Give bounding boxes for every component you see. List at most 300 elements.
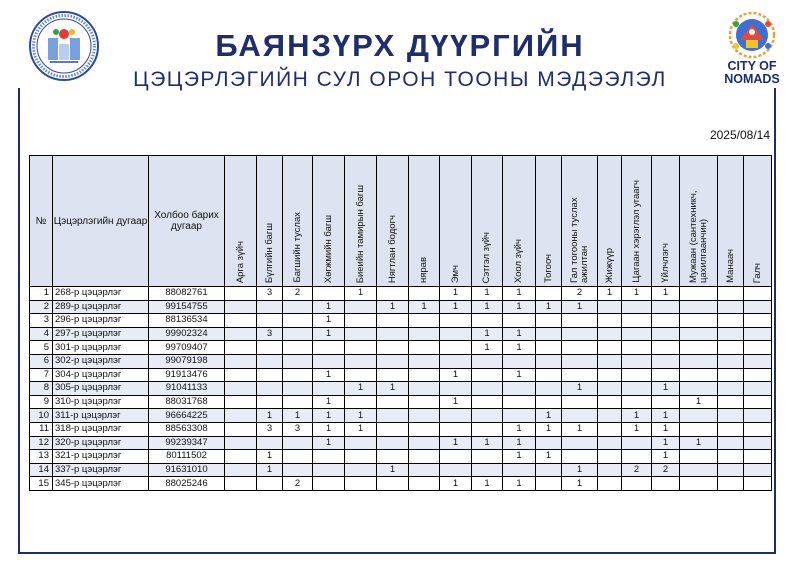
vacancy-count xyxy=(377,287,409,301)
vacancy-count: 1 xyxy=(536,300,562,314)
vacancy-count: 3 xyxy=(257,327,283,341)
vacancy-count xyxy=(283,327,313,341)
vacancy-count xyxy=(718,422,744,436)
vacancy-count: 1 xyxy=(503,477,536,491)
column-header-label: Арга зүйч xyxy=(234,240,246,283)
column-header-label: Нягтлан бодогч xyxy=(386,214,398,283)
vacancy-count xyxy=(680,422,718,436)
vacancy-count xyxy=(718,300,744,314)
vacancy-count xyxy=(744,314,772,328)
column-header-label: Үйлчлэгч xyxy=(659,243,671,283)
table-header-row xyxy=(30,156,772,287)
vacancy-count xyxy=(622,395,652,409)
column-header-label: Хөгжмийн багш xyxy=(322,214,334,283)
vacancy-count xyxy=(503,395,536,409)
column-header-label: Багшийн туслах xyxy=(291,212,303,283)
contact-phone: 99154755 xyxy=(149,300,225,314)
vacancy-count: 2 xyxy=(562,287,598,301)
vacancy-count xyxy=(313,382,345,396)
contact-phone: 91631010 xyxy=(149,463,225,477)
vacancy-count: 1 xyxy=(503,287,536,301)
vacancy-count xyxy=(313,463,345,477)
vacancy-count xyxy=(409,450,440,464)
report-date: 2025/08/14 xyxy=(709,128,770,142)
vacancy-count xyxy=(536,395,562,409)
vacancy-count xyxy=(257,477,283,491)
vacancy-count xyxy=(409,341,440,355)
vacancy-count xyxy=(225,477,257,491)
row-number: 6 xyxy=(30,354,53,368)
column-header xyxy=(598,156,622,287)
vacancy-count xyxy=(598,477,622,491)
row-number: 5 xyxy=(30,341,53,355)
contact-phone: 96664225 xyxy=(149,409,225,423)
vacancy-count xyxy=(536,382,562,396)
vacancy-count: 1 xyxy=(257,409,283,423)
vacancy-count xyxy=(622,382,652,396)
vacancy-count xyxy=(503,314,536,328)
vacancy-count: 2 xyxy=(652,463,680,477)
vacancy-count xyxy=(472,368,503,382)
vacancy-count xyxy=(598,300,622,314)
table-row xyxy=(30,422,772,436)
vacancy-count: 1 xyxy=(652,450,680,464)
column-header xyxy=(409,156,440,287)
table-row xyxy=(30,341,772,355)
vacancy-count xyxy=(283,354,313,368)
vacancy-count xyxy=(562,409,598,423)
column-header xyxy=(536,156,562,287)
vacancy-count xyxy=(440,314,472,328)
vacancy-count xyxy=(622,477,652,491)
kindergarten-name: 289-р цэцэрлэг xyxy=(53,300,149,314)
vacancy-count xyxy=(598,327,622,341)
vacancy-count xyxy=(718,341,744,355)
vacancy-count xyxy=(409,463,440,477)
vacancy-count: 1 xyxy=(440,300,472,314)
row-number: 4 xyxy=(30,327,53,341)
vacancy-count xyxy=(377,341,409,355)
vacancy-count xyxy=(680,327,718,341)
vacancy-count xyxy=(283,341,313,355)
vacancy-count: 1 xyxy=(283,409,313,423)
column-header-label: Мужаан (сантехникч, цахилгаанчин) xyxy=(687,190,709,283)
column-header xyxy=(313,156,345,287)
table-row xyxy=(30,287,772,301)
vacancy-count xyxy=(744,368,772,382)
vacancy-count: 1 xyxy=(377,463,409,477)
vacancy-count xyxy=(622,436,652,450)
column-header xyxy=(257,156,283,287)
table-row xyxy=(30,436,772,450)
contact-phone: 91041133 xyxy=(149,382,225,396)
vacancy-count xyxy=(536,314,562,328)
vacancy-count xyxy=(225,463,257,477)
vacancy-count xyxy=(598,354,622,368)
vacancy-count xyxy=(744,436,772,450)
table-row xyxy=(30,395,772,409)
row-number: 10 xyxy=(30,409,53,423)
vacancy-count xyxy=(622,327,652,341)
vacancy-count: 1 xyxy=(345,382,377,396)
column-header-label: № xyxy=(35,215,47,227)
vacancy-count xyxy=(598,341,622,355)
vacancy-count xyxy=(536,463,562,477)
vacancy-count xyxy=(652,354,680,368)
vacancy-count xyxy=(283,463,313,477)
row-number: 7 xyxy=(30,368,53,382)
vacancy-count xyxy=(598,450,622,464)
vacancy-count xyxy=(345,300,377,314)
vacancy-count xyxy=(377,477,409,491)
vacancy-count xyxy=(345,436,377,450)
vacancy-count xyxy=(472,395,503,409)
vacancy-count: 1 xyxy=(313,368,345,382)
vacancy-count xyxy=(744,382,772,396)
vacancy-count xyxy=(718,409,744,423)
table-row xyxy=(30,409,772,423)
vacancy-count: 1 xyxy=(313,422,345,436)
row-number: 8 xyxy=(30,382,53,396)
kindergarten-name: 345-р цэцэрлэг xyxy=(53,477,149,491)
row-number: 1 xyxy=(30,287,53,301)
vacancy-count: 1 xyxy=(440,368,472,382)
vacancy-count: 1 xyxy=(652,436,680,450)
column-header xyxy=(562,156,598,287)
vacancy-count: 1 xyxy=(622,409,652,423)
vacancy-count xyxy=(744,287,772,301)
column-header-label: Эмч xyxy=(449,264,461,283)
vacancy-count xyxy=(503,354,536,368)
table-row xyxy=(30,382,772,396)
vacancy-count xyxy=(536,327,562,341)
table-row xyxy=(30,327,772,341)
vacancy-count xyxy=(622,368,652,382)
vacancy-count xyxy=(409,436,440,450)
vacancy-count xyxy=(622,450,652,464)
vacancy-count xyxy=(409,287,440,301)
column-header-label: Жижүүр xyxy=(603,247,615,283)
vacancy-count: 1 xyxy=(622,287,652,301)
vacancy-count: 1 xyxy=(562,463,598,477)
vacancy-count xyxy=(257,314,283,328)
vacancy-count xyxy=(225,354,257,368)
vacancy-count xyxy=(598,422,622,436)
vacancy-count xyxy=(536,287,562,301)
vacancy-count: 1 xyxy=(313,395,345,409)
vacancy-count: 1 xyxy=(472,287,503,301)
vacancy-count xyxy=(680,382,718,396)
column-header-label: Цагаан хэрэглэл угаагч xyxy=(630,180,642,283)
table-row xyxy=(30,477,772,491)
vacancy-count xyxy=(744,327,772,341)
vacancy-count xyxy=(409,314,440,328)
vacancy-count xyxy=(562,436,598,450)
column-header-label: Хоол зүйч xyxy=(513,238,524,283)
vacancy-count xyxy=(225,422,257,436)
contact-phone: 99709407 xyxy=(149,341,225,355)
vacancy-count xyxy=(562,450,598,464)
vacancy-count xyxy=(652,477,680,491)
column-header xyxy=(377,156,409,287)
vacancy-count: 3 xyxy=(257,287,283,301)
kindergarten-name: 305-р цэцэрлэг xyxy=(53,382,149,396)
vacancy-count xyxy=(257,300,283,314)
vacancy-count xyxy=(622,354,652,368)
kindergarten-name: 268-р цэцэрлэг xyxy=(53,287,149,301)
vacancy-count: 1 xyxy=(503,422,536,436)
table-row xyxy=(30,368,772,382)
vacancy-count: 1 xyxy=(440,436,472,450)
table-row xyxy=(30,450,772,464)
vacancy-count xyxy=(409,409,440,423)
contact-phone: 88082761 xyxy=(149,287,225,301)
column-header xyxy=(744,156,772,287)
vacancy-count xyxy=(718,382,744,396)
contact-phone: 88031768 xyxy=(149,395,225,409)
vacancy-count xyxy=(680,314,718,328)
district-emblem-icon xyxy=(28,10,100,82)
vacancy-count: 1 xyxy=(536,450,562,464)
vacancy-count: 2 xyxy=(283,477,313,491)
column-header-label: Манаач xyxy=(724,249,736,283)
vacancy-count xyxy=(377,436,409,450)
vacancy-count xyxy=(225,450,257,464)
vacancy-count xyxy=(598,382,622,396)
vacancy-count xyxy=(652,395,680,409)
vacancy-count xyxy=(472,382,503,396)
vacancy-count xyxy=(257,382,283,396)
vacancy-count xyxy=(257,436,283,450)
row-number: 11 xyxy=(30,422,53,436)
vacancy-count xyxy=(257,341,283,355)
vacancy-count xyxy=(536,341,562,355)
column-header xyxy=(345,156,377,287)
vacancy-count xyxy=(622,300,652,314)
vacancy-count: 1 xyxy=(440,477,472,491)
vacancy-count xyxy=(440,354,472,368)
row-number: 13 xyxy=(30,450,53,464)
vacancy-count xyxy=(345,395,377,409)
vacancy-count xyxy=(283,450,313,464)
vacancy-count xyxy=(744,354,772,368)
vacancy-count xyxy=(718,436,744,450)
row-number: 9 xyxy=(30,395,53,409)
vacancy-count: 1 xyxy=(472,436,503,450)
vacancy-count xyxy=(345,354,377,368)
table-row xyxy=(30,463,772,477)
contact-phone: 99239347 xyxy=(149,436,225,450)
vacancy-count: 1 xyxy=(377,300,409,314)
vacancy-count: 2 xyxy=(283,287,313,301)
kindergarten-name: 337-р цэцэрлэг xyxy=(53,463,149,477)
table-row xyxy=(30,354,772,368)
table-row xyxy=(30,314,772,328)
row-number: 2 xyxy=(30,300,53,314)
column-header-label: Цэцэрлэгийн дугаар xyxy=(53,215,148,227)
vacancy-count xyxy=(652,368,680,382)
vacancy-count xyxy=(225,395,257,409)
vacancy-count xyxy=(283,368,313,382)
column-header xyxy=(652,156,680,287)
vacancy-count xyxy=(345,450,377,464)
vacancy-count xyxy=(718,395,744,409)
vacancy-count: 1 xyxy=(313,300,345,314)
vacancy-count xyxy=(225,300,257,314)
vacancy-count xyxy=(377,368,409,382)
vacancy-count xyxy=(225,287,257,301)
vacancy-count xyxy=(472,422,503,436)
vacancy-count: 3 xyxy=(257,422,283,436)
vacancy-count: 1 xyxy=(680,395,718,409)
contact-phone: 99902324 xyxy=(149,327,225,341)
vacancy-count: 1 xyxy=(536,409,562,423)
vacancy-count xyxy=(472,409,503,423)
vacancy-count xyxy=(345,368,377,382)
vacancy-count xyxy=(257,368,283,382)
vacancy-count xyxy=(440,341,472,355)
vacancy-count xyxy=(536,436,562,450)
contact-phone: 88025246 xyxy=(149,477,225,491)
vacancy-count xyxy=(652,300,680,314)
vacancy-count xyxy=(562,354,598,368)
vacancy-count: 1 xyxy=(652,409,680,423)
vacancy-count xyxy=(225,327,257,341)
vacancy-count xyxy=(345,463,377,477)
vacancy-count xyxy=(562,395,598,409)
kindergarten-name: 318-р цэцэрлэг xyxy=(53,422,149,436)
vacancy-count xyxy=(440,422,472,436)
kindergarten-name: 311-р цэцэрлэг xyxy=(53,409,149,423)
vacancy-count xyxy=(345,314,377,328)
vacancy-count xyxy=(283,382,313,396)
vacancy-count xyxy=(313,354,345,368)
vacancy-count xyxy=(718,314,744,328)
vacancy-count xyxy=(313,287,345,301)
vacancy-count xyxy=(680,287,718,301)
vacancy-count xyxy=(744,477,772,491)
vacancy-count: 1 xyxy=(257,463,283,477)
vacancy-count xyxy=(562,314,598,328)
vacancy-count xyxy=(503,409,536,423)
vacancy-count xyxy=(718,450,744,464)
vacancy-count xyxy=(225,436,257,450)
vacancy-count xyxy=(598,463,622,477)
contact-phone: 91913476 xyxy=(149,368,225,382)
vacancy-count xyxy=(536,477,562,491)
vacancy-count xyxy=(718,354,744,368)
vacancy-count: 1 xyxy=(503,450,536,464)
vacancy-count xyxy=(225,409,257,423)
row-number: 3 xyxy=(30,314,53,328)
vacancy-count xyxy=(598,368,622,382)
vacancy-count: 1 xyxy=(409,300,440,314)
vacancy-count: 1 xyxy=(503,368,536,382)
vacancy-count xyxy=(225,368,257,382)
contact-phone: 88136534 xyxy=(149,314,225,328)
vacancy-count xyxy=(409,382,440,396)
vacancy-count xyxy=(313,477,345,491)
vacancy-table xyxy=(29,155,772,491)
vacancy-count xyxy=(744,422,772,436)
vacancy-count xyxy=(744,300,772,314)
vacancy-count xyxy=(283,395,313,409)
page-title: БАЯНЗҮРХ ДҮҮРГИЙН xyxy=(215,28,585,63)
vacancy-count xyxy=(440,382,472,396)
vacancy-count xyxy=(744,395,772,409)
vacancy-count xyxy=(652,341,680,355)
vacancy-count xyxy=(718,327,744,341)
vacancy-count: 1 xyxy=(345,409,377,423)
vacancy-count: 1 xyxy=(313,327,345,341)
vacancy-count: 1 xyxy=(313,436,345,450)
logo-text-line1: CITY OF xyxy=(727,59,777,73)
vacancy-count: 1 xyxy=(652,287,680,301)
vacancy-count: 1 xyxy=(472,341,503,355)
vacancy-count xyxy=(283,300,313,314)
row-number: 15 xyxy=(30,477,53,491)
vacancy-count xyxy=(345,477,377,491)
vacancy-count: 1 xyxy=(503,300,536,314)
column-header xyxy=(680,156,718,287)
vacancy-count: 1 xyxy=(680,436,718,450)
column-header xyxy=(149,156,225,287)
vacancy-count xyxy=(598,314,622,328)
vacancy-count: 1 xyxy=(652,382,680,396)
vacancy-count xyxy=(718,287,744,301)
vacancy-count xyxy=(225,341,257,355)
vacancy-count xyxy=(744,463,772,477)
column-header-label: Биеийн тамирын багш xyxy=(354,184,366,283)
vacancy-count xyxy=(313,450,345,464)
vacancy-count: 2 xyxy=(622,463,652,477)
vacancy-count xyxy=(680,409,718,423)
vacancy-count: 1 xyxy=(562,300,598,314)
vacancy-count xyxy=(744,341,772,355)
vacancy-count xyxy=(440,450,472,464)
column-header xyxy=(472,156,503,287)
column-header-label: Сэтгэл зүйч xyxy=(481,231,492,283)
vacancy-count xyxy=(562,327,598,341)
contact-phone: 99079198 xyxy=(149,354,225,368)
vacancy-count: 1 xyxy=(440,395,472,409)
vacancy-count xyxy=(409,422,440,436)
vacancy-count xyxy=(744,450,772,464)
vacancy-count: 1 xyxy=(472,300,503,314)
vacancy-count xyxy=(377,314,409,328)
row-number: 12 xyxy=(30,436,53,450)
vacancy-count xyxy=(536,368,562,382)
table-row xyxy=(30,300,772,314)
vacancy-count xyxy=(283,314,313,328)
column-header xyxy=(718,156,744,287)
kindergarten-name: 302-р цэцэрлэг xyxy=(53,354,149,368)
vacancy-count: 1 xyxy=(598,287,622,301)
column-header xyxy=(503,156,536,287)
vacancy-count xyxy=(503,463,536,477)
vacancy-count: 1 xyxy=(472,477,503,491)
vacancy-count: 1 xyxy=(257,450,283,464)
vacancy-count: 1 xyxy=(562,477,598,491)
page-subtitle: ЦЭЦЭРЛЭГИЙН СУЛ ОРОН ТООНЫ МЭДЭЭЛЭЛ xyxy=(133,68,667,91)
vacancy-count xyxy=(257,354,283,368)
vacancy-count xyxy=(472,463,503,477)
vacancy-count xyxy=(377,450,409,464)
kindergarten-name: 301-р цэцэрлэг xyxy=(53,341,149,355)
vacancy-count xyxy=(598,395,622,409)
vacancy-count xyxy=(409,368,440,382)
vacancy-count xyxy=(472,450,503,464)
